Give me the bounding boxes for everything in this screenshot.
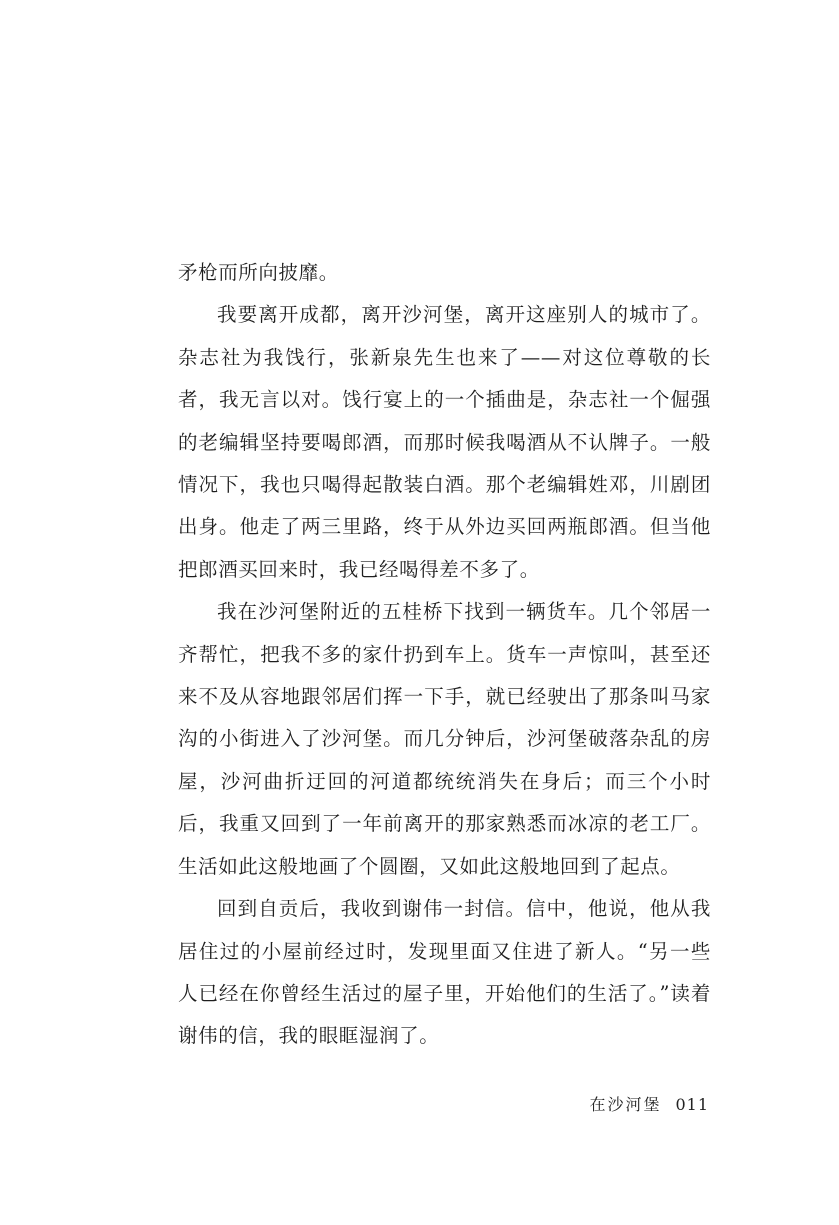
page-number: 011 (675, 1095, 709, 1114)
page-footer (589, 1093, 709, 1117)
body-text (178, 252, 711, 1058)
paragraph-4: 回到自贡后，我收到谢伟一封信。信中，他说，他从我居住过的小屋前经过时，发现里面又住进了新人。“另一些人已经在你曾经生活过的屋子里，开始他们的生活了。”读着谢伟的信，我的眼眶湿润了。 (178, 897, 711, 1048)
paragraph-3: 我在沙河堡附近的五桂桥下找到一辆货车。几个邻居一齐帮忙，把我不多的家什扔到车上。货车一声惊叫，甚至还来不及从容地跟邻居们挥一下手，就已经驶出了那条叫马家沟的小街进入了沙河堡。而几分钟后，沙河堡破落杂乱的房屋，沙河曲折迂回的河道都统统消失在身后；而三个小时后，我重又回到了一年前离开的那家熟悉而冰凉的老工厂。生活如此这般地画了个圆圈，又如此这般地回到了起点。 (178, 600, 711, 878)
running-title: 在沙河堡 (589, 1095, 662, 1114)
paragraph-2: 我要离开成都，离开沙河堡，离开这座别人的城市了。杂志社为我饯行，张新泉先生也来了——对这位尊敬的长者，我无言以对。饯行宴上的一个插曲是，杂志社一个倔强的老编辑坚持要喝郎酒，而那时候我喝酒从不认牌子。一般情况下，我也只喝得起散装白酒。那个老编辑姓邓，川剧团出身。他走了两三里路，终于从外边买回两瓶郎酒。但当他把郎酒买回来时，我已经喝得差不多了。 (178, 303, 711, 581)
paragraph-1: 矛枪而所向披靡。 (178, 261, 339, 284)
